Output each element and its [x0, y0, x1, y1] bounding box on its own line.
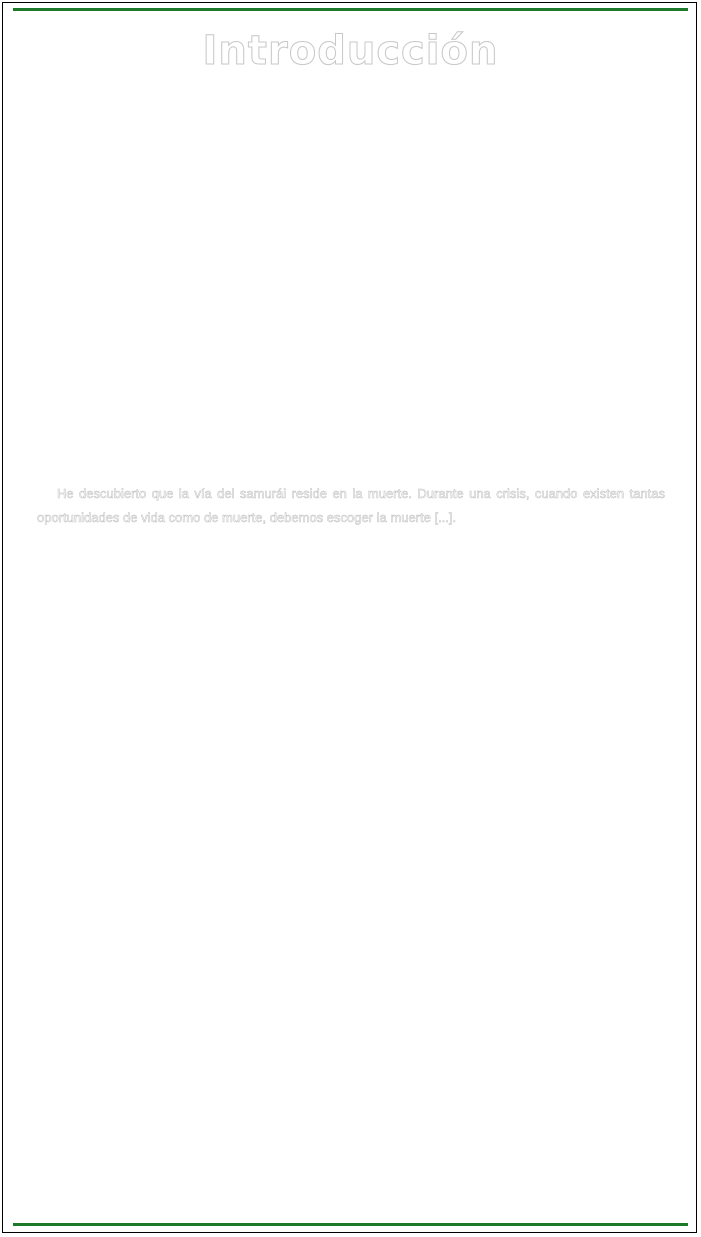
- page-frame: [2, 2, 697, 1233]
- bottom-rule: [13, 1223, 688, 1226]
- page-title: Introducción: [202, 28, 499, 74]
- top-rule: [13, 8, 688, 11]
- body-paragraph: He descubierto que la vía del samurái reside en la muerte. Durante una crisis, cuando existen tantas oportunidades de vida como de muerte, debemos escoger la muerte [...].: [37, 486, 665, 525]
